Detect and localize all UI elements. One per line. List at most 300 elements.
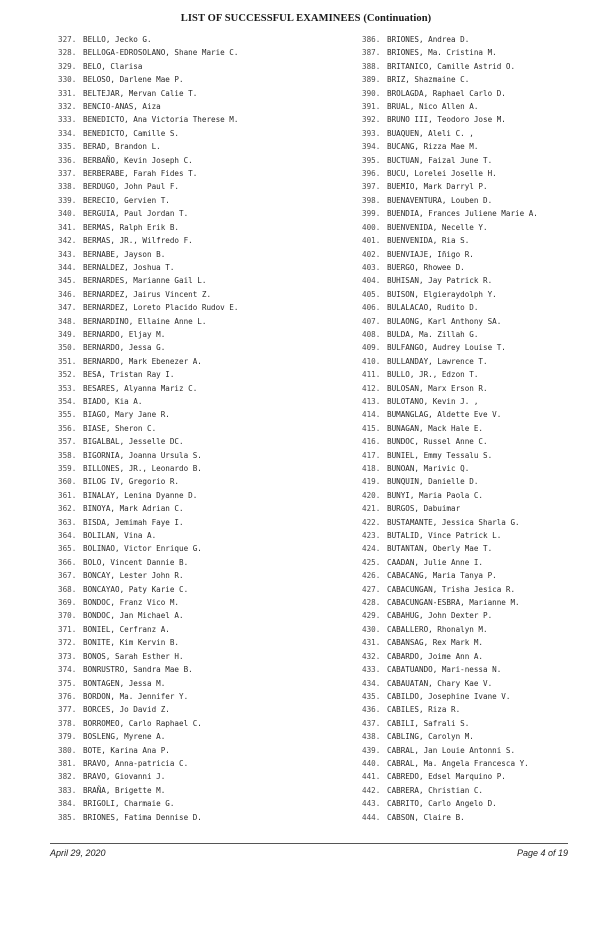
examinee-number: 422.	[362, 517, 381, 527]
examinee-row	[58, 717, 348, 730]
examinee-row	[58, 154, 348, 167]
examinee-number: 375.	[58, 678, 77, 688]
examinee-name: BULDA, Ma. Zillah G.	[387, 329, 479, 339]
examinee-name: BONIEL, Cerfranz A.	[83, 624, 170, 634]
examinee-row	[362, 46, 602, 59]
examinee-row	[362, 274, 602, 287]
examinee-number: 391.	[362, 102, 381, 112]
examinee-number: 346.	[58, 289, 77, 299]
page-title: LIST OF SUCCESSFUL EXAMINEES (Continuation)	[180, 13, 432, 24]
examinee-name: CABAHUG, John Dexter P.	[387, 611, 493, 621]
examinee-row	[362, 167, 602, 180]
examinee-name: BIAGO, Mary Jane R.	[83, 410, 170, 420]
examinee-row	[362, 408, 602, 421]
examinee-number: 388.	[362, 61, 381, 71]
examinee-name: BUENAVENTURA, Louben D.	[387, 195, 493, 205]
examinee-row	[362, 422, 602, 435]
examinee-name: CABSON, Claire B.	[387, 812, 465, 822]
footer-divider	[50, 843, 568, 844]
examinee-row	[362, 744, 602, 757]
examinee-number: 354.	[58, 396, 77, 406]
examinee-name: BENEDICTO, Ana Victoria Therese M.	[83, 115, 239, 125]
examinee-row	[362, 516, 602, 529]
examinee-row	[362, 556, 602, 569]
examinee-number: 338.	[58, 182, 77, 192]
examinee-row	[362, 140, 602, 153]
examinee-name: BINALAY, Lenina Dyanne D.	[83, 490, 198, 500]
examinee-name: BULLO, JR., Edzon T.	[387, 370, 479, 380]
examinee-number: 343.	[58, 249, 77, 259]
examinee-name: BULOTANO, Kevin J. ,	[387, 396, 479, 406]
examinee-row	[362, 328, 602, 341]
examinee-name: BERAD, Brandon L.	[83, 142, 161, 152]
examinee-row	[58, 636, 348, 649]
examinee-name: BUNQUIN, Danielle D.	[387, 477, 479, 487]
examinee-row	[362, 583, 602, 596]
examinee-number: 390.	[362, 88, 381, 98]
examinee-row	[58, 33, 348, 46]
examinee-name: BUAQUEN, Aleli C. ,	[387, 128, 474, 138]
examinee-name: BONCAYAO, Paty Karie C.	[83, 584, 189, 594]
examinee-name: BUERGO, Rhowee D.	[387, 262, 465, 272]
examinee-row	[362, 609, 602, 622]
examinee-number: 407.	[362, 316, 381, 326]
examinee-row	[58, 623, 348, 636]
examinee-row	[362, 261, 602, 274]
examinee-name: BERDUGO, John Paul F.	[83, 182, 180, 192]
examinee-row	[362, 529, 602, 542]
examinee-name: BUENVENIDA, Necelle Y.	[387, 222, 488, 232]
examinee-row	[362, 194, 602, 207]
examinee-row	[362, 677, 602, 690]
examinee-name: BENCIO-ANAS, Aiza	[83, 102, 161, 112]
examinee-list-right-column	[362, 33, 602, 824]
examinee-number: 440.	[362, 758, 381, 768]
examinee-row	[58, 274, 348, 287]
examinee-number: 402.	[362, 249, 381, 259]
examinee-row	[58, 368, 348, 381]
examinee-name: BRITANICO, Camille Astrid O.	[387, 61, 516, 71]
examinee-number: 412.	[362, 383, 381, 393]
examinee-name: BONCAY, Lester John R.	[83, 571, 184, 581]
examinee-name: BURGOS, Dabuimar	[387, 504, 461, 514]
examinee-row	[58, 703, 348, 716]
examinee-name: BRUAL, Nico Allen A.	[387, 102, 479, 112]
examinee-name: BIASE, Sheron C.	[83, 423, 157, 433]
examinee-number: 369.	[58, 598, 77, 608]
examinee-number: 426.	[362, 571, 381, 581]
examinee-number: 427.	[362, 584, 381, 594]
examinee-number: 401.	[362, 236, 381, 246]
examinee-number: 372.	[58, 638, 77, 648]
examinee-number: 433.	[362, 665, 381, 675]
examinee-number: 398.	[362, 195, 381, 205]
examinee-number: 417.	[362, 450, 381, 460]
examinee-row	[58, 408, 348, 421]
examinee-row	[58, 730, 348, 743]
examinee-number: 356.	[58, 423, 77, 433]
examinee-row	[362, 315, 602, 328]
examinee-row	[362, 154, 602, 167]
examinee-row	[362, 113, 602, 126]
examinee-row	[58, 207, 348, 220]
examinee-name: BUCANG, Rizza Mae M.	[387, 142, 479, 152]
examinee-name: BUENDIA, Frances Juliene Marie A.	[387, 209, 538, 219]
examinee-row	[58, 221, 348, 234]
examinee-number: 342.	[58, 236, 77, 246]
examinee-row	[362, 703, 602, 716]
examinee-number: 436.	[362, 705, 381, 715]
examinee-number: 381.	[58, 758, 77, 768]
examinee-number: 368.	[58, 584, 77, 594]
examinee-number: 410.	[362, 356, 381, 366]
examinee-name: BRIGOLI, Charmaie G.	[83, 799, 175, 809]
examinee-row	[58, 744, 348, 757]
examinee-number: 406.	[362, 303, 381, 313]
examinee-number: 424.	[362, 544, 381, 554]
examinee-row	[362, 207, 602, 220]
examinee-name: BELLOGA-EDROSOLANO, Shane Marie C.	[83, 48, 239, 58]
examinee-name: BRAÑA, Brigette M.	[83, 785, 166, 795]
examinee-name: CABACANG, Maria Tanya P.	[387, 571, 497, 581]
examinee-row	[362, 462, 602, 475]
examinee-row	[58, 690, 348, 703]
examinee-number: 373.	[58, 651, 77, 661]
examinee-name: BERNARDINO, Ellaine Anne L.	[83, 316, 207, 326]
examinee-row	[362, 690, 602, 703]
examinee-number: 349.	[58, 329, 77, 339]
examinee-number: 389.	[362, 75, 381, 85]
examinee-row	[362, 234, 602, 247]
examinee-number: 333.	[58, 115, 77, 125]
examinee-number: 400.	[362, 222, 381, 232]
examinee-name: BORCES, Jo David Z.	[83, 705, 170, 715]
examinee-name: BERNARDO, Mark Ebenezer A.	[83, 356, 202, 366]
examinee-row	[58, 46, 348, 59]
examinee-number: 415.	[362, 423, 381, 433]
examinee-number: 405.	[362, 289, 381, 299]
examinee-name: CABRERA, Christian C.	[387, 785, 484, 795]
examinee-number: 432.	[362, 651, 381, 661]
examinee-name: CAADAN, Julie Anne I.	[387, 557, 484, 567]
examinee-name: BUSTAMANTE, Jessica Sharla G.	[387, 517, 520, 527]
examinee-row	[362, 100, 602, 113]
examinee-row	[58, 113, 348, 126]
examinee-name: BONRUSTRO, Sandra Mae B.	[83, 665, 193, 675]
examinee-row	[58, 556, 348, 569]
examinee-name: CABRAL, Ma. Angela Francesca Y.	[387, 758, 529, 768]
examinee-number: 420.	[362, 490, 381, 500]
examinee-number: 411.	[362, 370, 381, 380]
examinee-row	[58, 288, 348, 301]
examinee-name: BUNOAN, Marivic Q.	[387, 464, 470, 473]
examinee-name: BERMAS, Ralph Erik B.	[83, 222, 180, 232]
examinee-number: 371.	[58, 624, 77, 634]
examinee-row	[362, 341, 602, 354]
examinee-row	[58, 435, 348, 448]
examinee-row	[362, 248, 602, 261]
examinee-number: 350.	[58, 343, 77, 353]
examinee-name: BIADO, Kia A.	[83, 396, 143, 406]
examinee-row	[58, 73, 348, 86]
examinee-row	[58, 529, 348, 542]
examinee-number: 431.	[362, 638, 381, 648]
examinee-row	[58, 502, 348, 515]
examinee-name: BERNARDO, Jessa G.	[83, 343, 166, 353]
examinee-name: BONTAGEN, Jessa M.	[83, 678, 166, 688]
examinee-number: 376.	[58, 691, 77, 701]
examinee-name: CABACUNGAN-ESBRA, Marianne M.	[387, 598, 520, 608]
examinee-number: 403.	[362, 262, 381, 272]
examinee-name: BERNARDES, Marianne Gail L.	[83, 276, 207, 286]
examinee-number: 363.	[58, 517, 77, 527]
examinee-number: 413.	[362, 396, 381, 406]
examinee-row	[362, 569, 602, 582]
examinee-number: 331.	[58, 88, 77, 98]
examinee-name: CABRAL, Jan Louie Antonni S.	[387, 745, 516, 755]
examinee-number: 434.	[362, 678, 381, 688]
examinee-name: BELLO, Jecko G.	[83, 35, 152, 44]
examinee-name: CABILES, Riza R.	[387, 705, 461, 715]
examinee-name: BRIZ, Shazmaine C.	[387, 75, 470, 85]
examinee-number: 442.	[362, 785, 381, 795]
examinee-name: BERNALDEZ, Joshua T.	[83, 262, 175, 272]
examinee-row	[362, 127, 602, 140]
examinee-number: 437.	[362, 718, 381, 728]
examinee-name: CABALLERO, Rhonalyn M.	[387, 624, 488, 634]
examinee-row	[362, 502, 602, 515]
examinee-number: 383.	[58, 785, 77, 795]
examinee-name: BROLAGDA, Raphael Carlo D.	[387, 88, 506, 98]
examinee-number: 378.	[58, 718, 77, 728]
examinee-name: BOTE, Karina Ana P.	[83, 745, 170, 755]
examinee-number: 335.	[58, 142, 77, 152]
examinee-name: CABREDO, Edsel Marquino P.	[387, 772, 506, 782]
examinee-row	[58, 462, 348, 475]
examinee-row	[58, 60, 348, 73]
examinee-name: BELTEJAR, Mervan Calie T.	[83, 88, 198, 98]
examinee-row	[362, 797, 602, 810]
examinee-row	[58, 341, 348, 354]
examinee-row	[58, 609, 348, 622]
examinee-list-left-column	[58, 33, 348, 824]
examinee-row	[362, 288, 602, 301]
examinee-number: 364.	[58, 531, 77, 541]
examinee-row	[58, 180, 348, 193]
examinee-number: 421.	[362, 504, 381, 514]
examinee-row	[58, 87, 348, 100]
examinee-number: 377.	[58, 705, 77, 715]
examinee-row	[362, 811, 602, 824]
examinee-name: BUCTUAN, Faizal June T.	[387, 155, 493, 165]
examinee-name: CABILDO, Josephine Ivane V.	[387, 691, 511, 701]
examinee-number: 384.	[58, 799, 77, 809]
examinee-number: 358.	[58, 450, 77, 460]
examinee-number: 399.	[362, 209, 381, 219]
examinee-name: CABANSAG, Rex Mark M.	[387, 638, 484, 648]
examinee-number: 387.	[362, 48, 381, 58]
examinee-number: 397.	[362, 182, 381, 192]
examinee-number: 362.	[58, 504, 77, 514]
examinee-row	[362, 221, 602, 234]
examinee-name: BUENVIAJE, Iñigo R.	[387, 249, 474, 259]
examinee-name: BUEMIO, Mark Darryl P.	[387, 182, 488, 192]
examinee-number: 394.	[362, 142, 381, 152]
examinee-name: BUENVENIDA, Ria S.	[387, 236, 470, 246]
examinee-name: BUISON, Elgieraydolph Y.	[387, 289, 497, 299]
examinee-name: BERECIO, Gervien T.	[83, 195, 170, 205]
examinee-name: CABACUNGAN, Trisha Jesica R.	[387, 584, 516, 594]
examinee-row	[362, 784, 602, 797]
examinee-number: 404.	[362, 276, 381, 286]
examinee-number: 366.	[58, 557, 77, 567]
examinee-name: BERGUIA, Paul Jordan T.	[83, 209, 189, 219]
examinee-row	[58, 382, 348, 395]
examinee-number: 340.	[58, 209, 77, 219]
examinee-row	[58, 328, 348, 341]
examinee-row	[58, 542, 348, 555]
examinee-number: 347.	[58, 303, 77, 313]
examinee-number: 380.	[58, 745, 77, 755]
examinee-row	[362, 382, 602, 395]
examinee-row	[362, 623, 602, 636]
examinee-row	[58, 596, 348, 609]
examinee-number: 359.	[58, 464, 77, 473]
examinee-row	[362, 355, 602, 368]
examinee-name: BULAONG, Karl Anthony SA.	[387, 316, 502, 326]
examinee-name: BUTALID, Vince Patrick L.	[387, 531, 502, 541]
examinee-name: BELO, Clarisa	[83, 61, 143, 71]
examinee-row	[58, 784, 348, 797]
examinee-name: BRAVO, Anna-patricia C.	[83, 758, 189, 768]
examinee-number: 348.	[58, 316, 77, 326]
examinee-number: 370.	[58, 611, 77, 621]
examinee-row	[58, 167, 348, 180]
examinee-name: BULFANGO, Audrey Louise T.	[387, 343, 506, 353]
examinee-name: BUTANTAN, Oberly Mae T.	[387, 544, 493, 554]
examinee-row	[362, 757, 602, 770]
examinee-number: 334.	[58, 128, 77, 138]
examinee-row	[362, 449, 602, 462]
examinee-row	[58, 475, 348, 488]
examinee-number: 425.	[362, 557, 381, 567]
examinee-row	[58, 650, 348, 663]
examinee-number: 386.	[362, 35, 381, 44]
examinee-name: BERMAS, JR., Wilfredo F.	[83, 236, 193, 246]
examinee-name: BUCU, Lorelei Joselle H.	[387, 169, 497, 179]
examinee-number: 438.	[362, 732, 381, 742]
examinee-number: 353.	[58, 383, 77, 393]
examinee-number: 392.	[362, 115, 381, 125]
examinee-name: BULOSAN, Marx Erson R.	[387, 383, 488, 393]
examinee-name: BUNDOC, Russel Anne C.	[387, 437, 488, 447]
examinee-row	[58, 234, 348, 247]
examinee-number: 329.	[58, 61, 77, 71]
examinee-name: BERNARDO, Eljay M.	[83, 329, 166, 339]
examinee-row	[58, 395, 348, 408]
examinee-number: 357.	[58, 437, 77, 447]
examinee-name: BIGORNIA, Joanna Ursula S.	[83, 450, 202, 460]
examinee-number: 341.	[58, 222, 77, 232]
examinee-name: BIGALBAL, Jesselle DC.	[83, 437, 184, 447]
examinee-name: BRIONES, Andrea D.	[387, 35, 470, 44]
examinee-row	[362, 542, 602, 555]
examinee-row	[58, 663, 348, 676]
examinee-name: BILOG IV, Gregorio R.	[83, 477, 180, 487]
examinee-name: BONDOC, Jan Michael A.	[83, 611, 184, 621]
examinee-name: BERBERABE, Farah Fides T.	[83, 169, 198, 179]
examinee-row	[362, 87, 602, 100]
examinee-name: BORROMEO, Carlo Raphael C.	[83, 718, 202, 728]
examinee-number: 361.	[58, 490, 77, 500]
examinee-name: BUNAGAN, Mack Hale E.	[387, 423, 484, 433]
examinee-row	[362, 60, 602, 73]
examinee-name: BORDON, Ma. Jennifer Y.	[83, 691, 189, 701]
examinee-name: BULALACAO, Rudito D.	[387, 303, 479, 313]
examinee-name: BESARES, Alyanna Mariz C.	[83, 383, 198, 393]
examinee-number: 337.	[58, 169, 77, 179]
examinee-name: BONDOC, Franz Vico M.	[83, 598, 180, 608]
examinee-row	[362, 73, 602, 86]
examinee-name: BESA, Tristan Ray I.	[83, 370, 175, 380]
examinee-number: 355.	[58, 410, 77, 420]
examinee-name: BUMANGLAG, Aldette Eve V.	[387, 410, 502, 420]
examinee-row	[362, 395, 602, 408]
footer-date: April 29, 2020	[50, 848, 106, 858]
examinee-number: 328.	[58, 48, 77, 58]
examinee-name: BOLO, Vincent Dannie B.	[83, 557, 189, 567]
examinee-row	[58, 248, 348, 261]
examinee-row	[362, 717, 602, 730]
examinee-number: 428.	[362, 598, 381, 608]
examinee-number: 441.	[362, 772, 381, 782]
examinee-number: 351.	[58, 356, 77, 366]
examinee-number: 336.	[58, 155, 77, 165]
examinee-number: 379.	[58, 732, 77, 742]
examinee-name: CABLING, Carolyn M.	[387, 732, 474, 742]
examinee-row	[58, 261, 348, 274]
examinee-row	[58, 811, 348, 824]
examinee-number: 385.	[58, 812, 77, 822]
examinee-name: BUNYI, Maria Paola C.	[387, 490, 484, 500]
examinee-number: 382.	[58, 772, 77, 782]
examinee-name: BUNIEL, Emmy Tessalu S.	[387, 450, 493, 460]
examinee-name: BRIONES, Fatima Dennise D.	[83, 812, 202, 822]
examinee-row	[58, 449, 348, 462]
examinee-number: 416.	[362, 437, 381, 447]
examinee-row	[58, 355, 348, 368]
examinee-name: BERNARDEZ, Jairus Vincent Z.	[83, 289, 212, 299]
examinee-name: CABATUANDO, Mari-nessa N.	[387, 665, 502, 675]
examinee-number: 429.	[362, 611, 381, 621]
examinee-row	[58, 569, 348, 582]
examinee-row	[362, 368, 602, 381]
examinee-row	[362, 770, 602, 783]
examinee-name: BERNABE, Jayson B.	[83, 249, 166, 259]
examinee-number: 332.	[58, 102, 77, 112]
examinee-number: 395.	[362, 155, 381, 165]
examinee-number: 430.	[362, 624, 381, 634]
examinee-name: BISDA, Jemimah Faye I.	[83, 517, 184, 527]
examinee-number: 435.	[362, 691, 381, 701]
examinee-name: BINOYA, Mark Adrian C.	[83, 504, 184, 514]
examinee-row	[58, 583, 348, 596]
examinee-number: 443.	[362, 799, 381, 809]
examinee-name: CABARDO, Joime Ann A.	[387, 651, 484, 661]
examinee-number: 327.	[58, 35, 77, 44]
examinee-name: CABRITO, Carlo Angelo D.	[387, 799, 497, 809]
examinee-number: 330.	[58, 75, 77, 85]
